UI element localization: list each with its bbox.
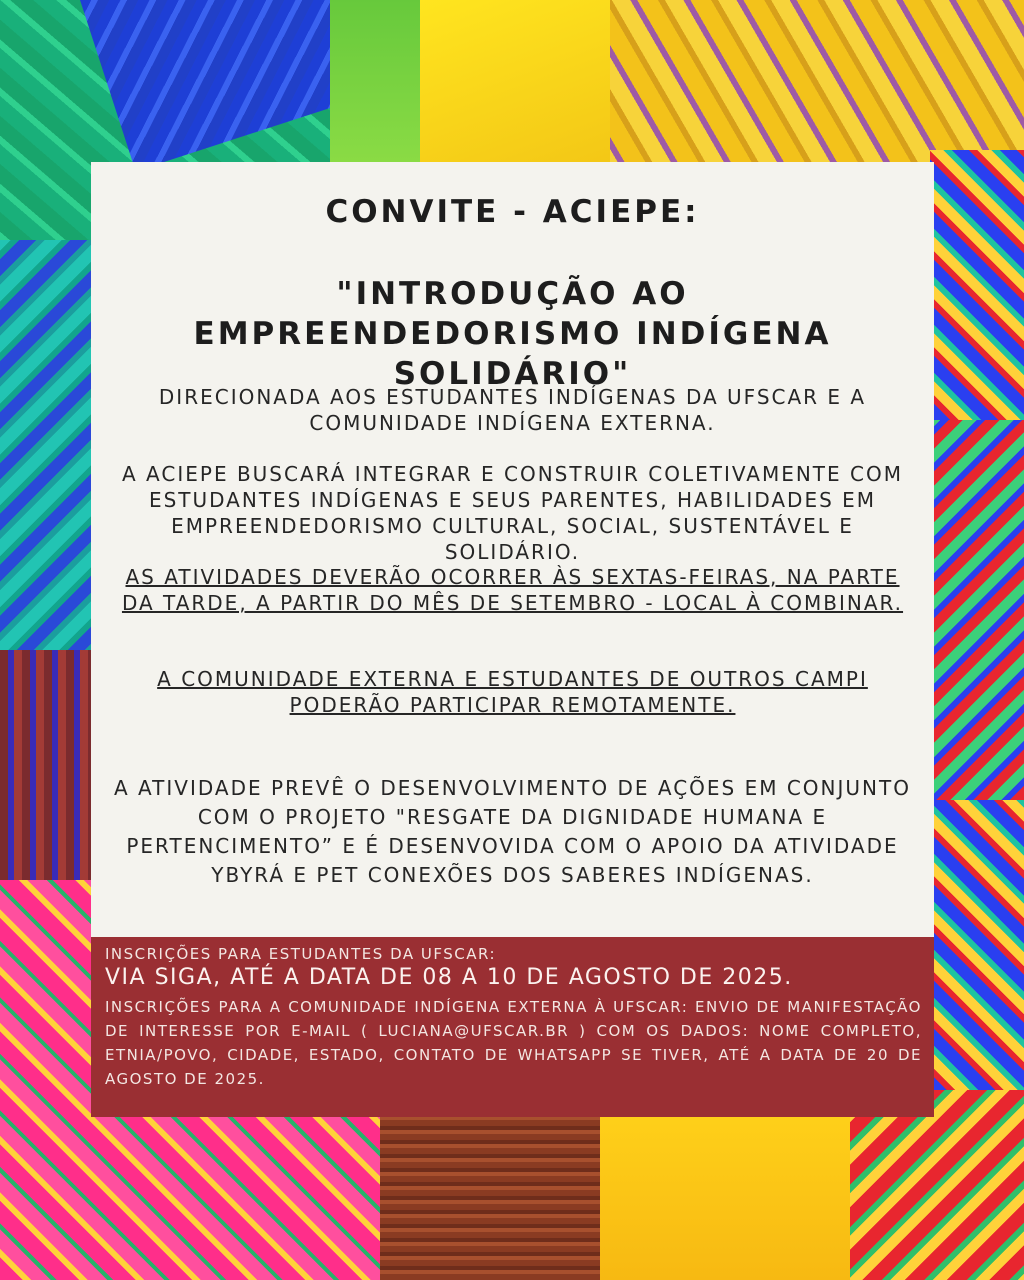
textile-patch [600, 1100, 880, 1280]
description-text: A ACIEPE BUSCARÁ INTEGRAR E CONSTRUIR COLETIVAMENTE COM ESTUDANTES INDÍGENAS E SEUS PARENTES, HABILIDADES EM EMPREENDEDORISMO CULTURAL, SOCIAL, SUSTENTÁVEL E SOLIDÁRIO. [122, 462, 903, 564]
textile-patch [0, 650, 100, 890]
remote-participation-text: A COMUNIDADE EXTERNA E ESTUDANTES DE OUTROS CAMPI PODERÃO PARTICIPAR REMOTAMENTE. [157, 667, 868, 717]
ufscar-registration-label: INSCRIÇÕES PARA ESTUDANTES DA UFSCAR: [105, 945, 496, 963]
audience-text: DIRECIONADA AOS ESTUDANTES INDÍGENAS DA UFSCAR E A COMUNIDADE INDÍGENA EXTERNA. [158, 385, 867, 435]
card-content [91, 162, 934, 937]
partnership-text: A ATIVIDADE PREVÊ O DESENVOLVIMENTO DE AÇÕES EM CONJUNTO COM O PROJETO "RESGATE DA DIGNIDADE HUMANA E PERTENCIMENTO” E É DESENVOVIDA COM O APOIO DA ATIVIDADE YBYRÁ E PET CONEXÕES DOS SABERES INDÍGENAS. [114, 776, 911, 887]
textile-patch [0, 240, 100, 660]
course-title: "INTRODUÇÃO AO EMPREENDEDORISMO INDÍGENA SOLIDÁRIO" [193, 276, 832, 392]
textile-patch [420, 0, 610, 165]
invitation-card [91, 162, 934, 1117]
external-registration-text: INSCRIÇÕES PARA A COMUNIDADE INDÍGENA EXTERNA À UFSCAR: ENVIO DE MANIFESTAÇÃO DE INTERESSE POR E-MAIL ( LUCIANA@UFSCAR.BR ) COM OS DADOS: NOME COMPLETO, ETNIA/POVO, CIDADE, ESTADO, CONTATO DE WHATSAPP SE TIVER, ATÉ A DATA DE 20 DE AGOSTO DE 2025. [105, 998, 922, 1088]
schedule-text: AS ATIVIDADES DEVERÃO OCORRER ÀS SEXTAS-FEIRAS, NA PARTE DA TARDE, A PARTIR DO MÊS DE SETEMBRO - LOCAL À COMBINAR. [121, 565, 904, 615]
page-title: CONVITE - ACIEPE: [325, 194, 700, 230]
ufscar-registration-date: VIA SIGA, ATÉ A DATA DE 08 A 10 DE AGOSTO DE 2025. [105, 965, 793, 990]
textile-patch [380, 1100, 630, 1280]
registration-footer [91, 937, 934, 1117]
textile-patch [930, 420, 1024, 800]
